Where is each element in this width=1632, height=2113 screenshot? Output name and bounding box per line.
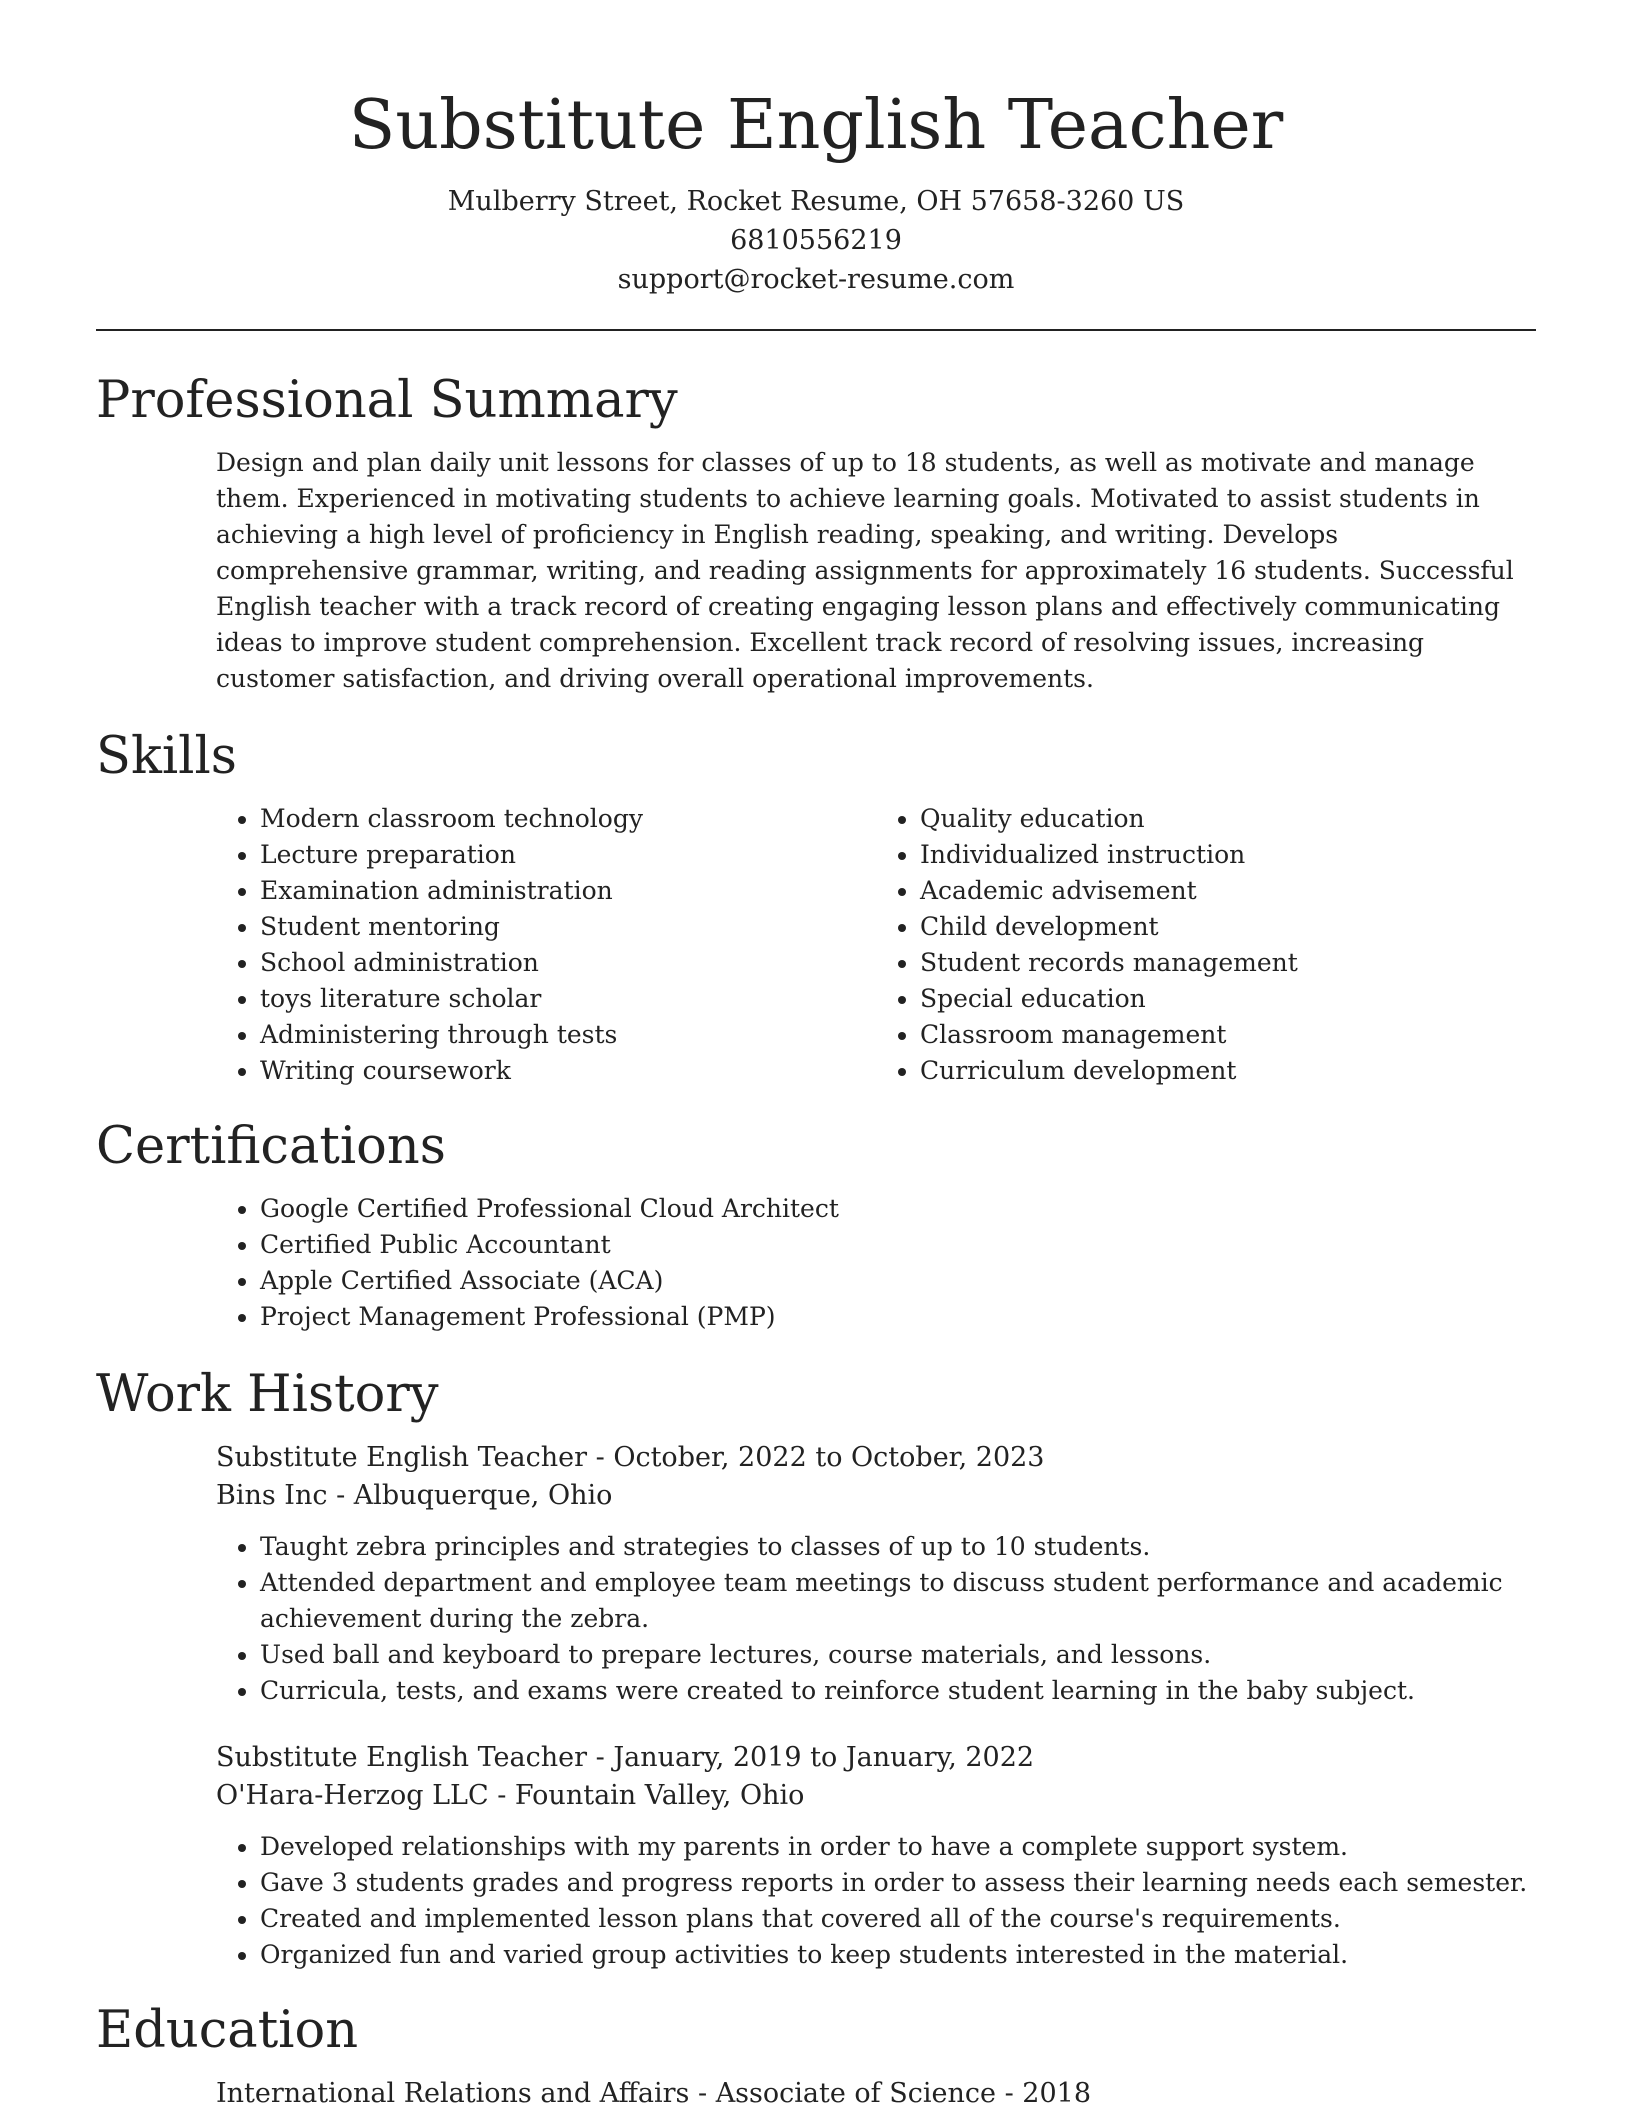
phone-number: 6810556219 — [730, 225, 902, 256]
summary-section — [96, 369, 1536, 697]
job-bullet: • Organized fun and varied group activities to keep students interested in the material. — [260, 1937, 1536, 1973]
job-bullet: • Developed relationships with my parents in order to have a complete support system. — [260, 1829, 1536, 1865]
education-heading: Education — [96, 2001, 359, 2060]
job-bullet: • Taught zebra principles and strategies to classes of up to 10 students. — [260, 1529, 1536, 1565]
job-bullet: • Gave 3 students grades and progress reports in order to assess their learning needs each semester. — [260, 1865, 1536, 1901]
summary-text: Design and plan daily unit lessons for classes of up to 18 students, as well as motivate and manage them. Experienced in motivating students to achieve learning goals. Motivated to assist students in achieving a high level of proficiency in English reading, speaking, and writing. Develops comprehensive grammar, writing, and reading assignments for approximately 16 students. Successful English teacher with a track record of creating engaging lesson plans and effectively communicating ideas to improve student comprehension. Excellent track record of resolving issues, increasing customer satisfaction, and driving overall operational improvements. — [216, 448, 1514, 693]
skill-item: • Individualized instruction — [920, 837, 1536, 873]
job-bullet: • Created and implemented lesson plans that covered all of the course's requirements. — [260, 1901, 1536, 1937]
skill-item: • Examination administration — [260, 873, 876, 909]
skills-heading: Skills — [96, 727, 237, 786]
education-section — [96, 1999, 1536, 2113]
candidate-name: Substitute English Teacher — [348, 86, 1284, 165]
skill-item: • Modern classroom technology — [260, 801, 876, 837]
skill-item: • Classroom management — [920, 1017, 1536, 1053]
certifications-list — [216, 1191, 1536, 1335]
skill-item: • Special education — [920, 981, 1536, 1017]
certification-item: • Project Management Professional (PMP) — [260, 1299, 1536, 1335]
work-history-section — [96, 1363, 1536, 1973]
skill-item: • Quality education — [920, 801, 1536, 837]
education-field: International Relations and Affairs — [216, 2078, 690, 2109]
job-bullets — [216, 1829, 1536, 1973]
job-location: Fountain Valley, Ohio — [514, 1780, 805, 1811]
skills-list-left — [216, 801, 876, 1089]
separator: - — [587, 1442, 614, 1473]
job-title: Substitute English Teacher — [216, 1442, 588, 1473]
job-dates: October, 2022 to October, 2023 — [613, 1442, 1045, 1473]
skill-item: • toys literature scholar — [260, 981, 876, 1017]
skill-item: • School administration — [260, 945, 876, 981]
education-year: 2018 — [1022, 2078, 1091, 2109]
skill-item: • Lecture preparation — [260, 837, 876, 873]
education-degree: Associate of Science — [715, 2078, 996, 2109]
job-company: O'Hara-Herzog LLC — [216, 1780, 489, 1811]
skill-item: • Academic advisement — [920, 873, 1536, 909]
work-history-heading: Work History — [96, 1365, 439, 1424]
skill-item: • Writing coursework — [260, 1053, 876, 1089]
skills-list-right — [876, 801, 1536, 1089]
separator: - — [488, 1780, 515, 1811]
job-company-line — [216, 1477, 1536, 1515]
job-company: Bins Inc — [216, 1480, 328, 1511]
job-entry — [216, 1739, 1536, 1973]
contact-info — [96, 182, 1536, 299]
separator: - — [587, 1742, 614, 1773]
separator: - — [327, 1480, 354, 1511]
job-title-line — [216, 1439, 1536, 1477]
email-address: support@rocket-resume.com — [617, 264, 1015, 295]
address: Mulberry Street, Rocket Resume, OH 57658-3260 US — [447, 186, 1185, 217]
job-bullet: • Used ball and keyboard to prepare lectures, course materials, and lessons. — [260, 1637, 1536, 1673]
skill-item: • Administering through tests — [260, 1017, 876, 1053]
skill-item: • Curriculum development — [920, 1053, 1536, 1089]
certification-item: • Apple Certified Associate (ACA) — [260, 1263, 1536, 1299]
job-company-line — [216, 1777, 1536, 1815]
header-divider — [96, 329, 1536, 331]
skill-item: • Student records management — [920, 945, 1536, 981]
skills-section — [96, 725, 1536, 1089]
job-title-line — [216, 1739, 1536, 1777]
certifications-section — [96, 1115, 1536, 1335]
job-bullet: • Attended department and employee team meetings to discuss student performance and academic achievement during the zebra. — [260, 1565, 1536, 1637]
skill-item: • Student mentoring — [260, 909, 876, 945]
resume-header — [96, 0, 1536, 299]
education-entry — [216, 2075, 1536, 2113]
job-location: Albuquerque, Ohio — [353, 1480, 613, 1511]
separator: - — [689, 2078, 716, 2109]
summary-heading: Professional Summary — [96, 371, 678, 430]
skill-item: • Child development — [920, 909, 1536, 945]
separator: - — [995, 2078, 1023, 2109]
certification-item: • Google Certified Professional Cloud Architect — [260, 1191, 1536, 1227]
job-bullet: • Curricula, tests, and exams were created to reinforce student learning in the baby subject. — [260, 1673, 1536, 1709]
job-entry — [216, 1439, 1536, 1709]
job-dates: January, 2019 to January, 2022 — [613, 1742, 1035, 1773]
job-title: Substitute English Teacher — [216, 1742, 588, 1773]
job-bullets — [216, 1529, 1536, 1709]
certifications-heading: Certifications — [96, 1117, 446, 1176]
certification-item: • Certified Public Accountant — [260, 1227, 1536, 1263]
